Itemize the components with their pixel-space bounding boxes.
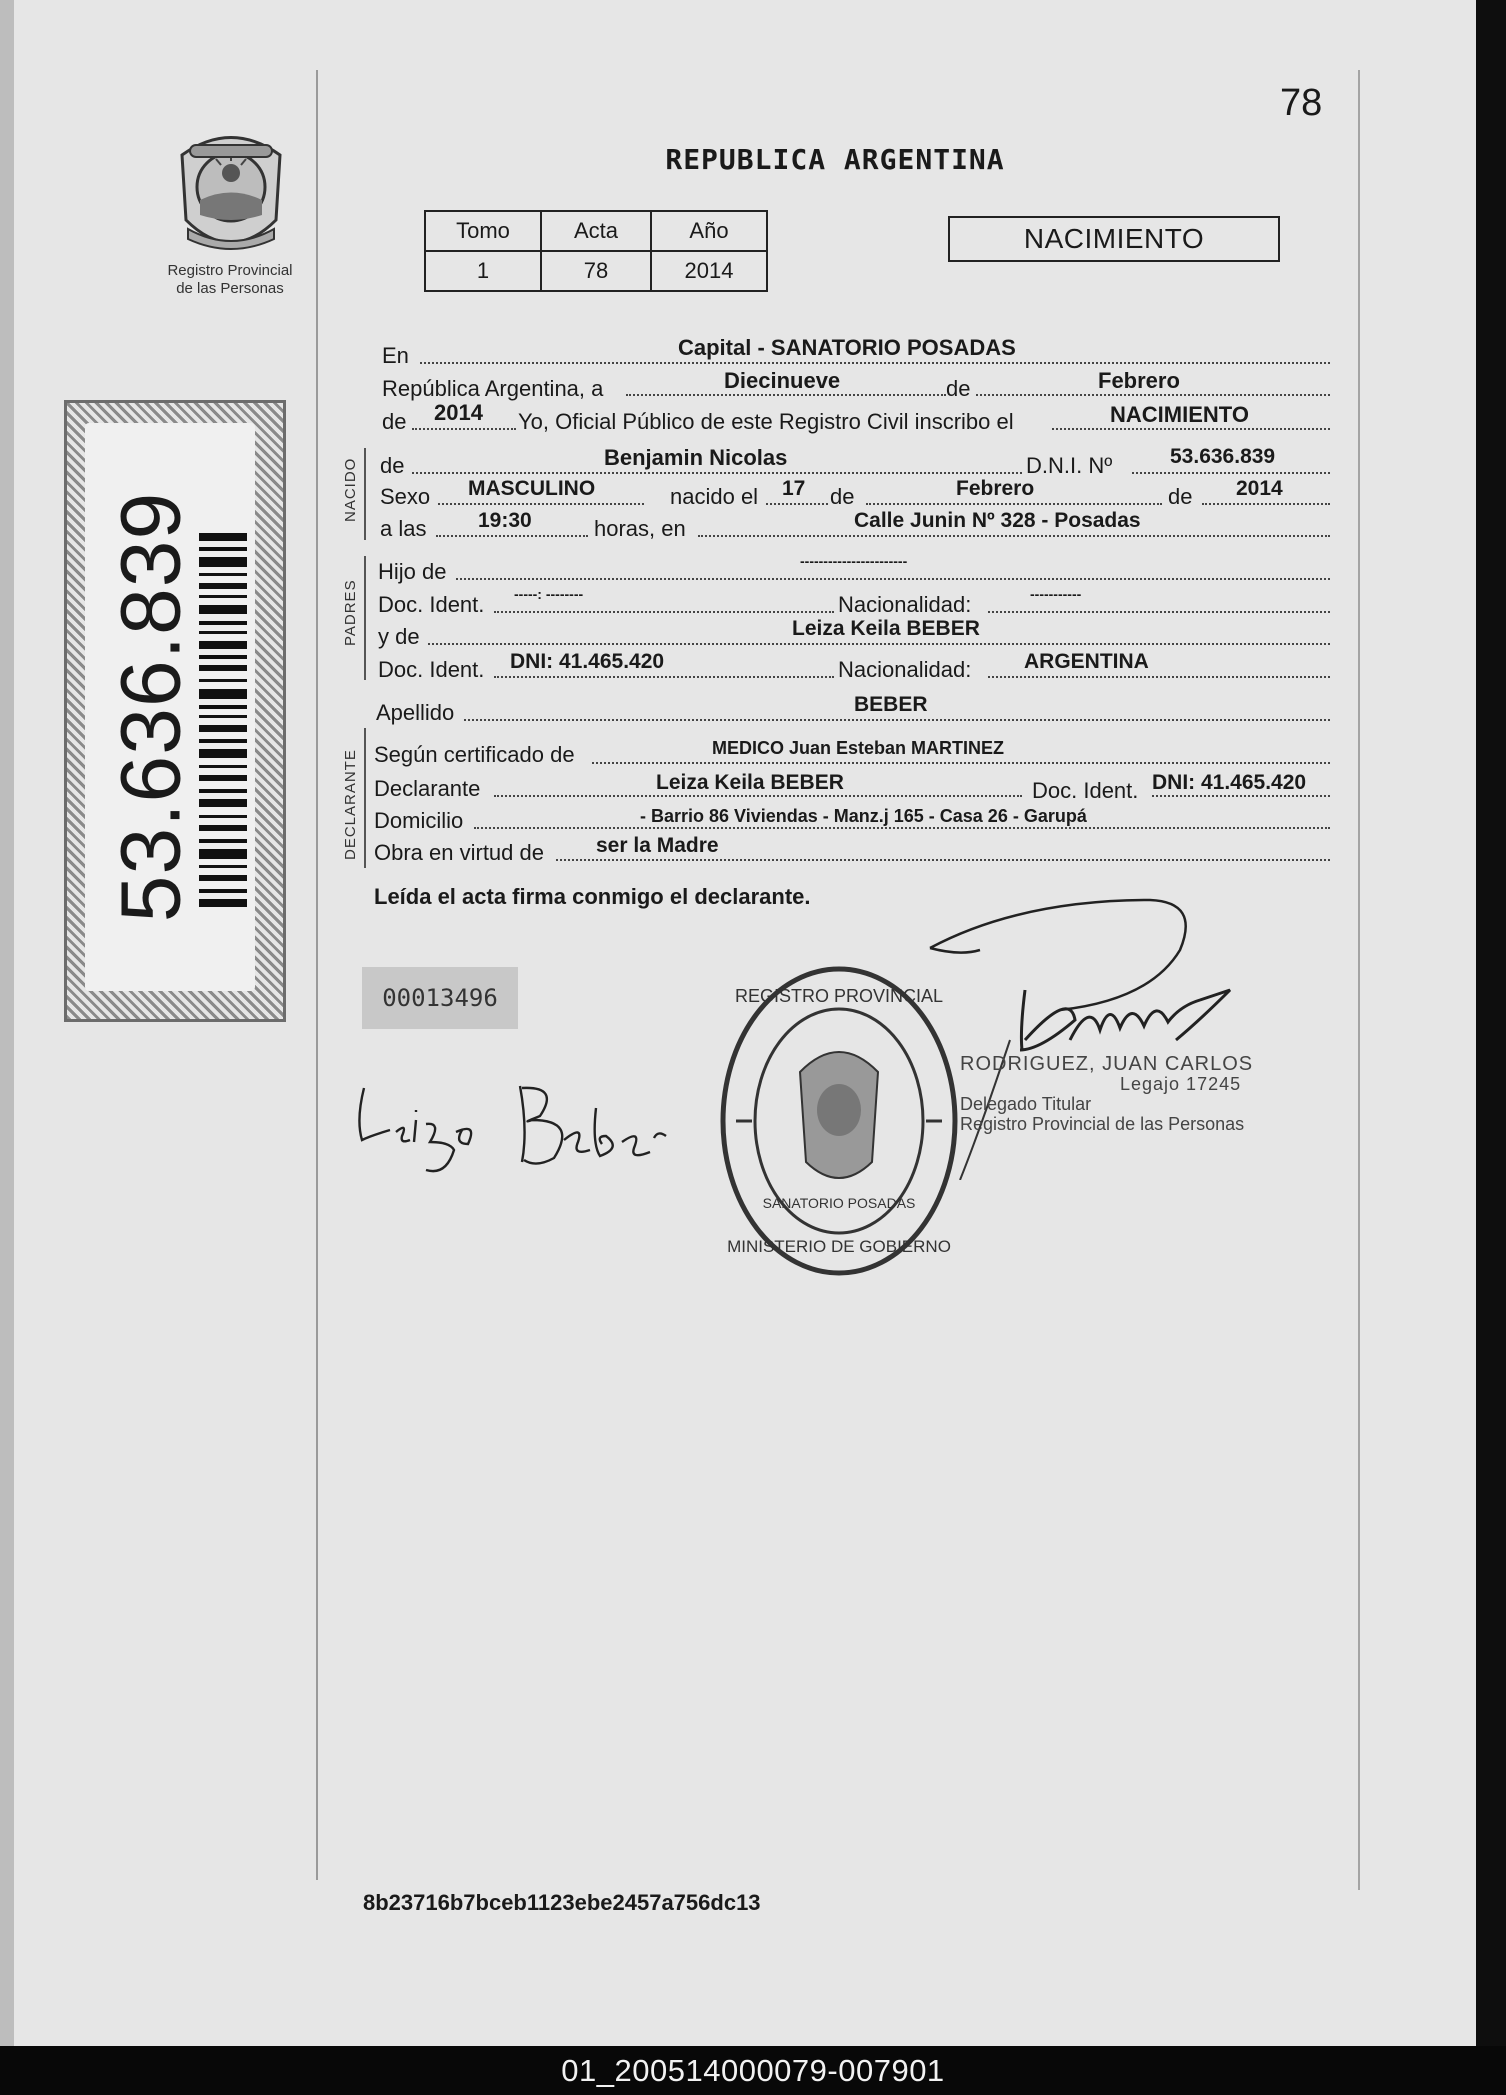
- dotted-line: [1052, 428, 1330, 430]
- province-emblem-icon: [172, 125, 290, 255]
- mother-nat-value: ARGENTINA: [1024, 650, 1149, 673]
- declarante-label: Declarante: [374, 776, 481, 801]
- registry-label-line2: de las Personas: [176, 280, 284, 297]
- time-value: 19:30: [478, 509, 532, 532]
- dotted-line: [626, 394, 946, 396]
- mother-doc-value: DNI: 41.465.420: [510, 650, 665, 673]
- dotted-line: [976, 394, 1330, 396]
- a-las-label: a las: [380, 516, 427, 541]
- record-acta: 78: [541, 251, 651, 291]
- father-doc-label: Doc. Ident.: [378, 592, 485, 617]
- footer-id: 01_200514000079-007901: [561, 2053, 945, 2088]
- obra-label: Obra en virtud de: [374, 840, 544, 865]
- place-value: Capital - SANATORIO POSADAS: [678, 335, 1016, 360]
- dotted-line: [698, 535, 1330, 537]
- dotted-line: [556, 859, 1330, 861]
- dni-label: D.N.I. Nº: [1026, 453, 1113, 478]
- dotted-line: [420, 362, 1330, 364]
- scan-border: [1476, 0, 1506, 2046]
- nacido-de-label: de: [380, 453, 405, 478]
- mother-doc-label: Doc. Ident.: [378, 657, 485, 682]
- child-dni-value: 53.636.839: [1170, 445, 1276, 468]
- record-ano: 2014: [651, 251, 767, 291]
- dotted-line: [474, 827, 1330, 829]
- barcode-label: [64, 400, 286, 1022]
- closing-statement: Leída el acta firma conmigo el declarante.: [374, 884, 811, 909]
- document-title: REPUBLICA ARGENTINA: [665, 143, 1005, 176]
- serial-number: 00013496: [362, 967, 518, 1029]
- sex-value: MASCULINO: [468, 477, 596, 500]
- section-bracket: [364, 448, 366, 540]
- svg-text:SANATORIO POSADAS: SANATORIO POSADAS: [762, 1195, 916, 1211]
- officer-text: Yo, Oficial Público de este Registro Civil inscribo el: [518, 409, 1014, 434]
- official-seal-stamp: [716, 962, 962, 1280]
- official-office: Registro Provincial de las Personas: [960, 1114, 1245, 1134]
- document-hash: 8b23716b7bceb1123ebe2457a756dc13: [363, 1890, 761, 1915]
- dotted-line: [988, 676, 1330, 678]
- apellido-label: Apellido: [376, 700, 455, 725]
- record-header-tomo: Tomo: [425, 211, 541, 251]
- dotted-line: [1202, 503, 1330, 505]
- republica-label: República Argentina, a: [382, 376, 604, 401]
- cert-value: MEDICO Juan Esteban MARTINEZ: [712, 738, 1005, 758]
- svg-text:MINISTERIO DE GOBIERNO: MINISTERIO DE GOBIERNO: [727, 1237, 951, 1256]
- dotted-line: [866, 503, 1162, 505]
- father-value: -----------------------: [800, 553, 908, 569]
- sexo-label: Sexo: [380, 484, 431, 509]
- domicilio-label: Domicilio: [374, 808, 464, 833]
- declarante-value: Leiza Keila BEBER: [656, 771, 844, 794]
- act-type-value: NACIMIENTO: [1110, 402, 1249, 427]
- official-name: RODRIGUEZ, JUAN CARLOS: [960, 1053, 1254, 1075]
- horas-label: horas, en: [594, 516, 686, 541]
- official-signature-block: [960, 1054, 1253, 1134]
- section-bracket: [364, 728, 366, 868]
- barcode-icon: [199, 533, 247, 913]
- dotted-line: [412, 472, 1022, 474]
- de2-label: de: [382, 409, 407, 434]
- barcode-number: 53.636.839: [103, 491, 198, 923]
- dotted-line: [464, 719, 1330, 721]
- dotted-line: [412, 428, 516, 430]
- dotted-line: [438, 503, 644, 505]
- father-nat-value: -----------: [1030, 586, 1082, 602]
- dotted-line: [988, 611, 1330, 613]
- mother-value: Leiza Keila BEBER: [792, 617, 980, 640]
- record-table: [424, 210, 768, 292]
- month-value: Febrero: [1098, 368, 1180, 393]
- page-number: 78: [1280, 82, 1323, 124]
- domicilio-value: - Barrio 86 Viviendas - Manz.j 165 - Casa 26 - Garupá: [640, 806, 1087, 826]
- dotted-line: [456, 578, 1330, 580]
- birth-day-value: 17: [782, 477, 806, 500]
- mother-nat-label: Nacionalidad:: [838, 657, 972, 682]
- declarant-signature-icon: [350, 1070, 680, 1180]
- dotted-line: [1132, 472, 1330, 474]
- day-value: Diecinueve: [724, 368, 841, 393]
- section-bracket: [364, 556, 366, 680]
- footer-id-bar: [0, 2046, 1506, 2095]
- scan-edge: [0, 0, 14, 2046]
- nacido-el-label: nacido el: [670, 484, 759, 509]
- official-legajo: Legajo 17245: [1120, 1074, 1242, 1094]
- y-de-label: y de: [378, 624, 420, 649]
- nacido-de-label2: de: [830, 484, 855, 509]
- dotted-line: [494, 676, 834, 678]
- official-role: Delegado Titular: [960, 1094, 1092, 1114]
- page-fold-right: [1358, 70, 1360, 1890]
- dotted-line: [494, 795, 1022, 797]
- dotted-line: [428, 643, 1330, 645]
- en-label: En: [382, 343, 409, 368]
- dotted-line: [766, 503, 828, 505]
- declarante-doc-label: Doc. Ident.: [1032, 778, 1139, 803]
- de-label: de: [946, 376, 971, 401]
- cert-label: Según certificado de: [374, 742, 575, 767]
- padres-section-label: PADRES: [342, 579, 359, 646]
- birth-month-value: Febrero: [956, 477, 1035, 500]
- svg-text:REGISTRO PROVINCIAL: REGISTRO PROVINCIAL: [734, 986, 944, 1006]
- record-header-acta: Acta: [541, 211, 651, 251]
- page-fold-left: [316, 70, 318, 1880]
- registry-label-line1: Registro Provincial: [167, 262, 293, 279]
- year-value: 2014: [434, 400, 483, 425]
- birth-year-value: 2014: [1236, 477, 1283, 500]
- record-header-row: [425, 211, 767, 251]
- dotted-line: [1152, 795, 1330, 797]
- record-header-ano: Año: [651, 211, 767, 251]
- dotted-line: [494, 611, 834, 613]
- child-name-value: Benjamin Nicolas: [604, 445, 788, 470]
- birth-address-value: Calle Junin Nº 328 - Posadas: [854, 509, 1141, 532]
- nacido-section-label: NACIDO: [342, 457, 359, 522]
- declarante-section-label: DECLARANTE: [342, 749, 359, 860]
- record-value-row: [425, 251, 767, 291]
- dotted-line: [592, 762, 1330, 764]
- apellido-value: BEBER: [854, 693, 928, 716]
- obra-value: ser la Madre: [596, 834, 719, 857]
- record-tomo: 1: [425, 251, 541, 291]
- father-doc-value: -----: --------: [514, 586, 584, 602]
- hijo-de-label: Hijo de: [378, 559, 447, 584]
- registry-label: [150, 262, 310, 298]
- declarante-doc-value: DNI: 41.465.420: [1152, 771, 1307, 794]
- barcode-inner: [85, 423, 255, 991]
- father-nat-label: Nacionalidad:: [838, 592, 972, 617]
- dotted-line: [436, 535, 588, 537]
- record-type-box: NACIMIENTO: [948, 216, 1280, 262]
- nacido-de-label3: de: [1168, 484, 1193, 509]
